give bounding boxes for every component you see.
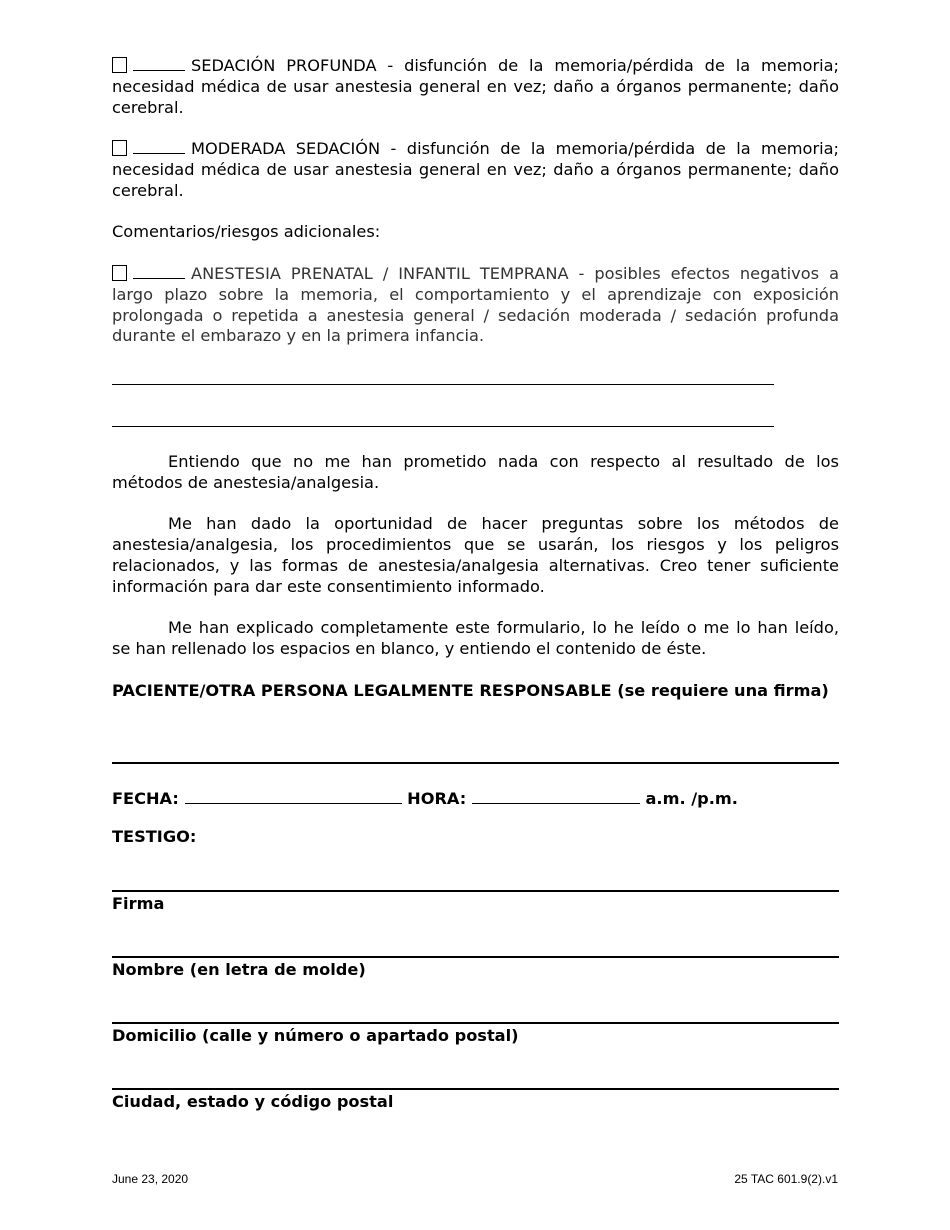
address-line[interactable] bbox=[112, 1022, 839, 1024]
date-time-row bbox=[112, 787, 839, 808]
deep-sedation-initials-blank[interactable] bbox=[133, 56, 185, 71]
name-label: Nombre (en letra de molde) bbox=[112, 960, 366, 979]
comment-line-2[interactable] bbox=[112, 426, 774, 427]
ampm-label: a.m. /p.m. bbox=[645, 789, 738, 808]
prenatal-initials-blank[interactable] bbox=[133, 264, 185, 279]
city-line[interactable] bbox=[112, 1088, 839, 1090]
risk-section bbox=[112, 56, 839, 347]
comment-line-1[interactable] bbox=[112, 384, 774, 385]
consent-paragraph-2: Me han dado la oportunidad de hacer preguntas sobre los métodos de anestesia/analgesia, los procedimientos que se usarán, los riesgos y los peligros relacionados, y las formas de anestesia/analgesia alternativas. Creo tener suficiente información para dar este consentimiento informado. bbox=[112, 514, 839, 596]
witness-signature-line[interactable] bbox=[112, 890, 839, 892]
moderate-sedation-text: MODERADA SEDACIÓN - disfunción de la memoria/pérdida de la memoria; necesidad médica de usar anestesia general en vez; daño a órganos permanente; daño cerebral. bbox=[112, 139, 839, 200]
witness-label: TESTIGO: bbox=[112, 827, 197, 846]
signature-label: Firma bbox=[112, 894, 165, 913]
prenatal-checkbox[interactable] bbox=[112, 265, 127, 281]
time-label: HORA: bbox=[407, 789, 467, 808]
prenatal-text: ANESTESIA PRENATAL / INFANTIL TEMPRANA - posibles efectos negativos a largo plazo sobre la memoria, el comportamiento y el aprendizaje con exposición prolongada o repetida a anestesia general / sedación moderada / sedación profunda durante el embarazo y en la primera infancia. bbox=[112, 263, 839, 346]
footer-code: 25 TAC 601.9(2).v1 bbox=[734, 1172, 838, 1186]
date-blank[interactable] bbox=[185, 787, 402, 804]
moderate-sedation-item bbox=[112, 139, 839, 201]
deep-sedation-checkbox[interactable] bbox=[112, 57, 127, 73]
date-label: FECHA: bbox=[112, 789, 179, 808]
time-blank[interactable] bbox=[472, 787, 640, 804]
consent-section bbox=[112, 452, 839, 702]
footer-date: June 23, 2020 bbox=[112, 1172, 189, 1186]
consent-paragraph-3: Me han explicado completamente este formulario, lo he leído o me lo han leído, se han rellenado los espacios en blanco, y entiendo el contenido de éste. bbox=[112, 618, 839, 659]
patient-signature-line[interactable] bbox=[112, 762, 839, 764]
signature-heading: PACIENTE/OTRA PERSONA LEGALMENTE RESPONSABLE (se requiere una firma) bbox=[112, 680, 829, 700]
name-line[interactable] bbox=[112, 956, 839, 958]
consent-paragraph-1: Entiendo que no me han prometido nada con respecto al resultado de los métodos de anestesia/analgesia. bbox=[112, 452, 839, 492]
address-label: Domicilio (calle y número o apartado postal) bbox=[112, 1026, 519, 1045]
moderate-sedation-initials-blank[interactable] bbox=[133, 139, 185, 154]
deep-sedation-item bbox=[112, 56, 839, 118]
moderate-sedation-checkbox[interactable] bbox=[112, 140, 127, 156]
deep-sedation-text: SEDACIÓN PROFUNDA - disfunción de la memoria/pérdida de la memoria; necesidad médica de usar anestesia general en vez; daño a órganos permanente; daño cerebral. bbox=[112, 56, 839, 117]
prenatal-item bbox=[112, 264, 839, 347]
additional-risks-label: Comentarios/riesgos adicionales: bbox=[112, 222, 381, 242]
city-label: Ciudad, estado y código postal bbox=[112, 1092, 394, 1111]
